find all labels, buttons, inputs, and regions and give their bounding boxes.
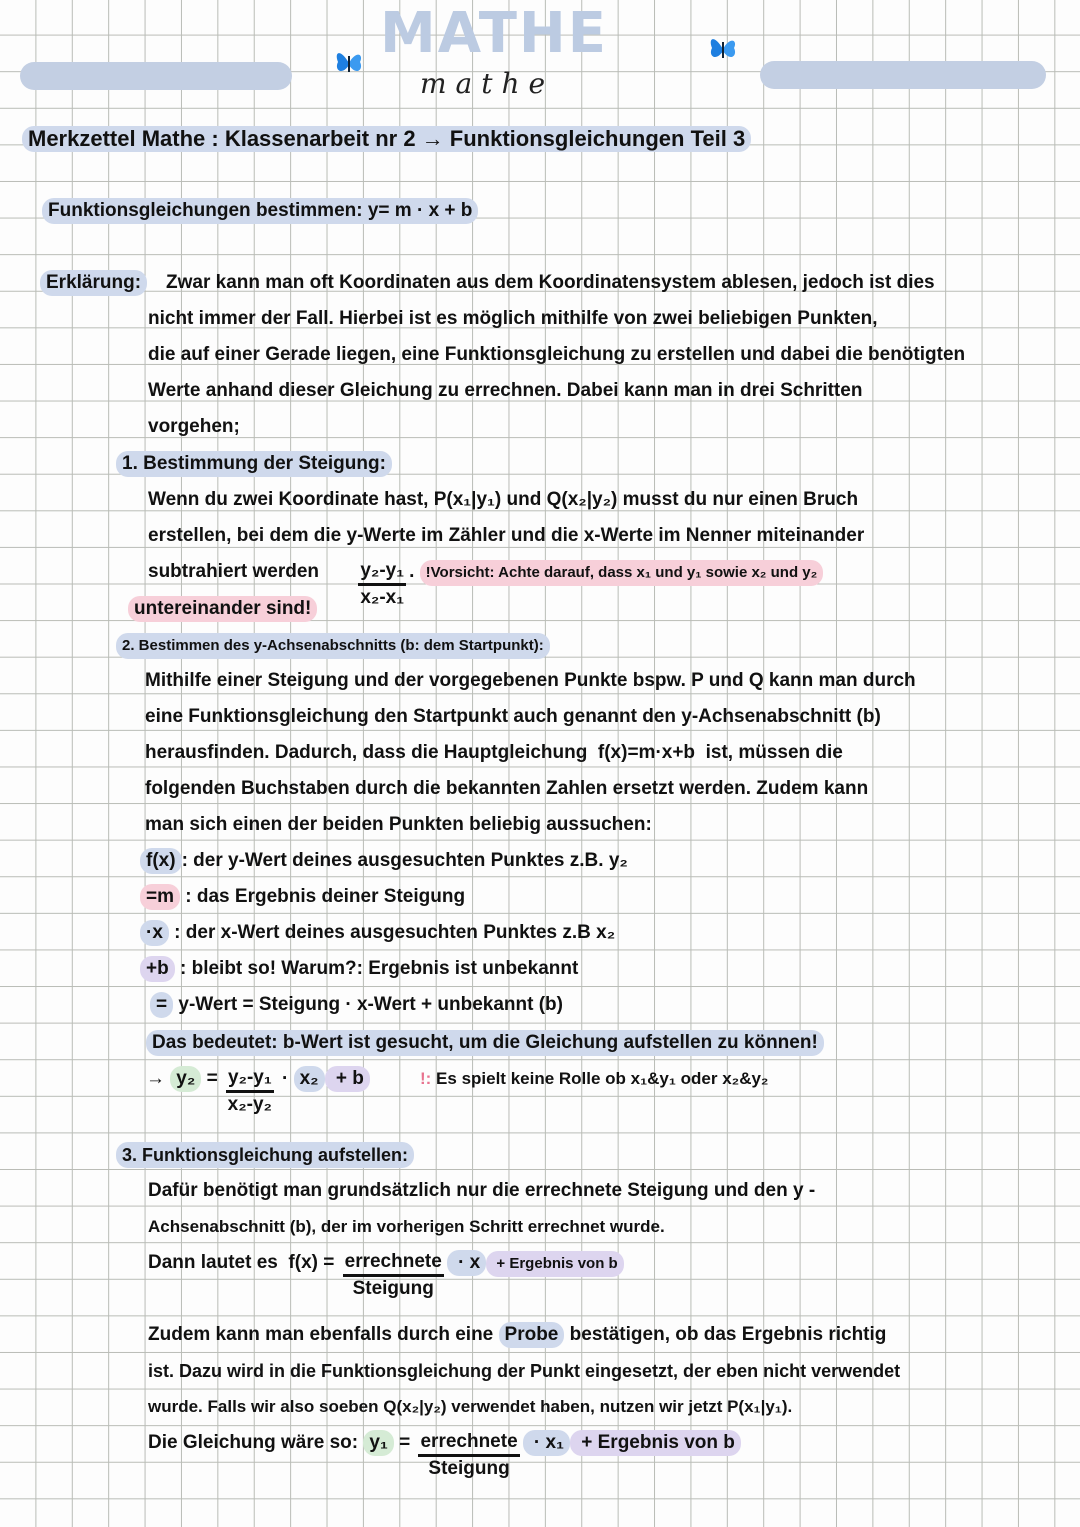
- highlighted-text: · x: [447, 1250, 486, 1276]
- text-segment: man sich einen der beiden Punkten beliebig aussuchen:: [145, 814, 652, 835]
- text-line: [166, 270, 935, 296]
- signature-text: mathe: [420, 67, 555, 100]
- text-line: [150, 992, 563, 1018]
- text-line: [145, 776, 868, 802]
- highlighted-text: y₁: [363, 1430, 393, 1456]
- fraction-denominator: x₂-y₂: [227, 1094, 273, 1115]
- section-heading: [42, 198, 478, 224]
- text-line: [148, 523, 864, 549]
- formula-line: [148, 1430, 741, 1481]
- banner-pill-left: [20, 62, 292, 90]
- highlighted-text: 1. Bestimmung der Steigung:: [116, 451, 392, 477]
- fraction: [418, 1430, 519, 1481]
- highlighted-text: ·x: [140, 920, 169, 946]
- text-line: [145, 740, 843, 766]
- fraction: [226, 1066, 274, 1117]
- highlighted-text: x₂: [294, 1066, 325, 1092]
- highlighted-text: Funktionsgleichungen bestimmen: y= m · x + b: [42, 198, 478, 224]
- text-segment: : bleibt so! Warum?: Ergebnis ist unbekannt: [174, 958, 579, 979]
- text-segment: Achsenabschnitt (b), der im vorherigen Schritt errechnet wurde.: [148, 1217, 665, 1236]
- fraction-numerator: y₂-y₁: [226, 1066, 274, 1093]
- text-line: [148, 1178, 815, 1204]
- highlighted-text: =m: [140, 884, 180, 910]
- banner-title: MATHE: [380, 1, 609, 66]
- text-line: [146, 1030, 824, 1056]
- highlighted-text: Erklärung:: [40, 270, 147, 296]
- text-segment: y-Wert = Steigung · x-Wert + unbekannt (b): [173, 994, 563, 1015]
- text-segment: : der x-Wert deines ausgesuchten Punktes z.B x₂: [168, 922, 616, 943]
- text-segment: Zudem kann man ebenfalls durch eine: [148, 1324, 499, 1345]
- text-segment: : der y-Wert deines ausgesuchten Punktes z.B. y₂: [181, 850, 628, 871]
- formula-line: [148, 1250, 624, 1301]
- step2-heading: [116, 632, 550, 659]
- highlighted-text: untereinander sind!: [128, 596, 317, 622]
- text-line: [148, 342, 965, 368]
- highlighted-text: + Ergebnis von b: [570, 1430, 741, 1456]
- note-line: [420, 1066, 769, 1092]
- text-line: [148, 1394, 792, 1420]
- text-segment: wurde. Falls wir also soeben Q(x₂|y₂) verwendet haben, nutzen wir jetzt P(x₁|y₁).: [148, 1397, 793, 1416]
- highlighted-text: f(x): [140, 848, 182, 874]
- text-segment: vorgehen;: [148, 416, 240, 437]
- text-segment: ist. Dazu wird in die Funktionsgleichung der Punkt eingesetzt, der eben nicht verwendet: [148, 1361, 901, 1381]
- text-segment: erstellen, bei dem die y-Werte im Zähler und die x-Werte im Nenner miteinander: [148, 525, 865, 546]
- text-line: [145, 812, 652, 838]
- text-segment: →: [146, 1068, 171, 1089]
- text-line: [148, 1214, 665, 1240]
- text-line: [148, 1322, 886, 1348]
- page-title: [22, 126, 751, 152]
- text-line: [148, 378, 862, 404]
- text-segment: bestätigen, ob das Ergebnis richtig: [564, 1324, 887, 1345]
- highlighted-text: =: [150, 992, 173, 1018]
- text-segment: Dann lautet es f(x) =: [148, 1252, 340, 1273]
- text-line: [148, 306, 878, 332]
- highlighted-text: 3. Funktionsgleichung aufstellen:: [116, 1142, 414, 1168]
- text-line: [140, 956, 578, 982]
- fraction-denominator: Steigung: [352, 1278, 434, 1299]
- highlighted-text: Merkzettel Mathe : Klassenarbeit nr 2 → Funktionsgleichungen Teil 3: [22, 126, 751, 152]
- text-segment: Wenn du zwei Koordinate hast, P(x₁|y₁) und Q(x₂|y₂) musst du nur einen Bruch: [148, 489, 859, 510]
- text-segment: =: [393, 1432, 416, 1453]
- text-line: [140, 848, 628, 874]
- step1-heading: [116, 451, 392, 477]
- text-segment: die auf einer Gerade liegen, eine Funktionsgleichung zu erstellen und dabei die benötigten: [148, 344, 966, 365]
- highlighted-text: !Vorsicht: Achte darauf, dass x₁ und y₁ sowie x₂ und y₂: [420, 560, 824, 586]
- highlighted-text: +b: [140, 956, 175, 982]
- text-segment: Dafür benötigt man grundsätzlich nur die errechnete Steigung und den y -: [148, 1180, 816, 1201]
- text-segment: .: [409, 561, 420, 582]
- fraction: [343, 1250, 444, 1301]
- highlighted-text: + b: [325, 1066, 370, 1092]
- butterfly-icon: [332, 46, 366, 80]
- text-segment: subtrahiert werden: [148, 561, 325, 582]
- highlighted-text: + Ergebnis von b: [486, 1251, 623, 1277]
- fraction-denominator: Steigung: [428, 1458, 510, 1479]
- text-segment: herausfinden. Dadurch, dass die Hauptgleichung f(x)=m·x+b ist, müssen die: [145, 742, 843, 763]
- explanation-label: [40, 270, 147, 296]
- text-segment: eine Funktionsgleichung den Startpunkt auch genannt den y-Achsenabschnitt (b): [145, 706, 881, 727]
- highlighted-text: · x₁: [523, 1430, 570, 1456]
- text-segment: Die Gleichung wäre so:: [148, 1432, 364, 1453]
- highlighted-text: Probe: [499, 1322, 565, 1348]
- highlighted-text: 2. Bestimmen des y-Achsenabschnitts (b: dem Startpunkt):: [116, 633, 550, 659]
- text-segment: : das Ergebnis deiner Steigung: [180, 886, 466, 907]
- text-segment: =: [201, 1068, 223, 1089]
- fraction: [358, 559, 406, 610]
- text-segment: !:: [420, 1069, 437, 1088]
- text-segment: Zwar kann man oft Koordinaten aus dem Koordinatensystem ablesen, jedoch ist dies: [166, 272, 935, 293]
- text-line: [148, 487, 858, 513]
- formula-line: [146, 1066, 370, 1117]
- highlighted-text: Das bedeutet: b-Wert ist gesucht, um die Gleichung aufstellen zu können!: [146, 1030, 824, 1056]
- butterfly-icon: [706, 32, 740, 66]
- text-segment: ·: [276, 1068, 294, 1089]
- text-line: [145, 704, 881, 730]
- text-segment: Werte anhand dieser Gleichung zu errechnen. Dabei kann man in drei Schritten: [148, 380, 863, 401]
- text-line: [140, 884, 465, 910]
- banner-pill-right: [760, 61, 1046, 89]
- highlighted-text: y₂: [170, 1066, 201, 1092]
- text-segment: Es spielt keine Rolle ob x₁&y₁ oder x₂&y₂: [436, 1069, 769, 1088]
- text-line: [148, 1358, 900, 1384]
- text-segment: nicht immer der Fall. Hierbei ist es möglich mithilfe von zwei beliebigen Punkten,: [148, 308, 878, 329]
- text-segment: folgenden Buchstaben durch die bekannten Zahlen ersetzt werden. Zudem kann: [145, 778, 869, 799]
- text-line: [145, 668, 916, 694]
- fraction-numerator: errechnete: [343, 1250, 444, 1277]
- text-line: [128, 596, 317, 622]
- fraction-numerator: y₂-y₁: [358, 559, 406, 586]
- step3-heading: [116, 1142, 414, 1168]
- text-line: [140, 920, 615, 946]
- fraction-denominator: x₂-x₁: [360, 587, 405, 608]
- fraction-numerator: errechnete: [418, 1430, 519, 1457]
- text-line: [148, 414, 240, 440]
- text-segment: Mithilfe einer Steigung und der vorgegebenen Punkte bspw. P und Q kann man durch: [145, 670, 916, 691]
